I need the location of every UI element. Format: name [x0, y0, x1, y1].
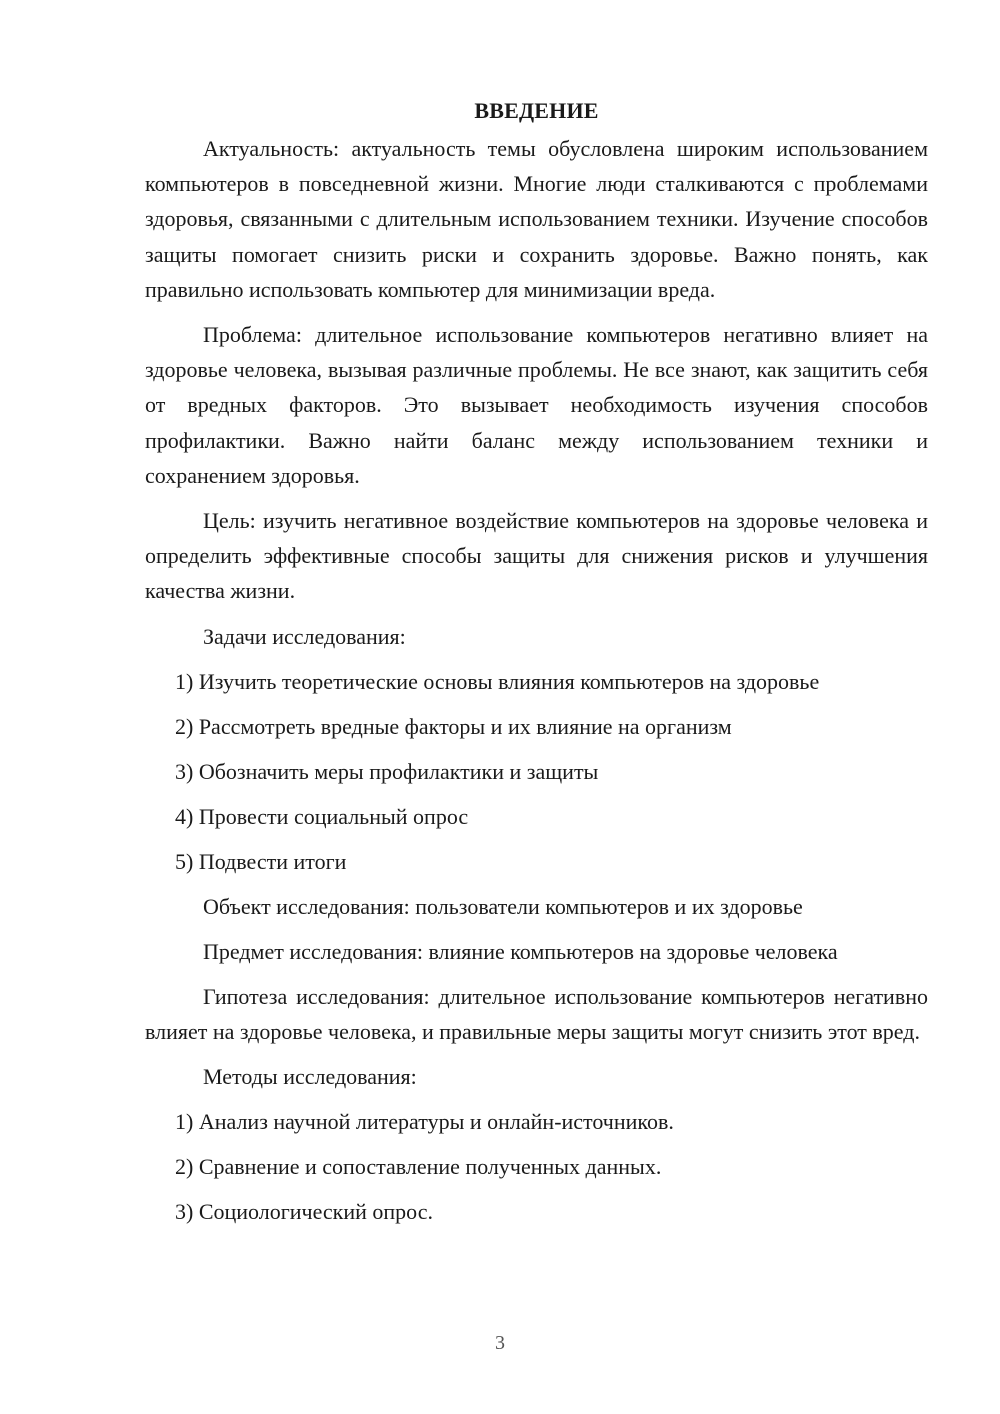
- list-item: 3) Социологический опрос.: [175, 1199, 433, 1225]
- tasks-heading: Задачи исследования:: [203, 623, 406, 649]
- research-subject: Предмет исследования: влияние компьютеров на здоровье человека: [203, 938, 838, 964]
- list-item: 1) Анализ научной литературы и онлайн-источников.: [175, 1109, 674, 1135]
- hypothesis-paragraph: Гипотеза исследования: длительное использование компьютеров негативно влияет на здоровье человека, и правильные меры защиты могут снизить этот вред.: [145, 983, 928, 1044]
- document-page: [145, 92, 928, 1239]
- tasks-list: [145, 664, 928, 879]
- relevance-paragraph: Актуальность: актуальность темы обусловлена широким использованием компьютеров в повседневной жизни. Многие люди сталкиваются с проблемами здоровья, связанными с длительным использованием техники. Изучение способов защиты помогает снизить риски и сохранить здоровье. Важно понять, как правильно использовать компьютер для минимизации вреда.: [145, 136, 928, 302]
- list-item: 4) Провести социальный опрос: [175, 803, 469, 829]
- problem-paragraph: Проблема: длительное использование компьютеров негативно влияет на здоровье человека, вызывая различные проблемы. Не все знают, как защитить себя от вредных факторов. Это вызывает необходимость изучения способов профилактики. Важно найти баланс между использованием техники и сохранением здоровья.: [145, 322, 928, 488]
- list-item: 2) Рассмотреть вредные факторы и их влияние на организм: [175, 713, 732, 739]
- list-item: 3) Обозначить меры профилактики и защиты: [175, 758, 599, 784]
- page-number: 3: [495, 1332, 505, 1354]
- methods-list: [145, 1104, 928, 1229]
- list-item: 2) Сравнение и сопоставление полученных данных.: [175, 1154, 662, 1180]
- goal-paragraph: Цель: изучить негативное воздействие компьютеров на здоровье человека и определить эффективные способы защиты для снижения рисков и улучшения качества жизни.: [145, 508, 928, 604]
- list-item: 5) Подвести итоги: [175, 848, 347, 874]
- research-object: Объект исследования: пользователи компьютеров и их здоровье: [203, 893, 803, 919]
- page-title: ВВЕДЕНИЕ: [474, 98, 599, 123]
- list-item: 1) Изучить теоретические основы влияния компьютеров на здоровье: [175, 668, 820, 694]
- methods-heading: Методы исследования:: [203, 1064, 417, 1090]
